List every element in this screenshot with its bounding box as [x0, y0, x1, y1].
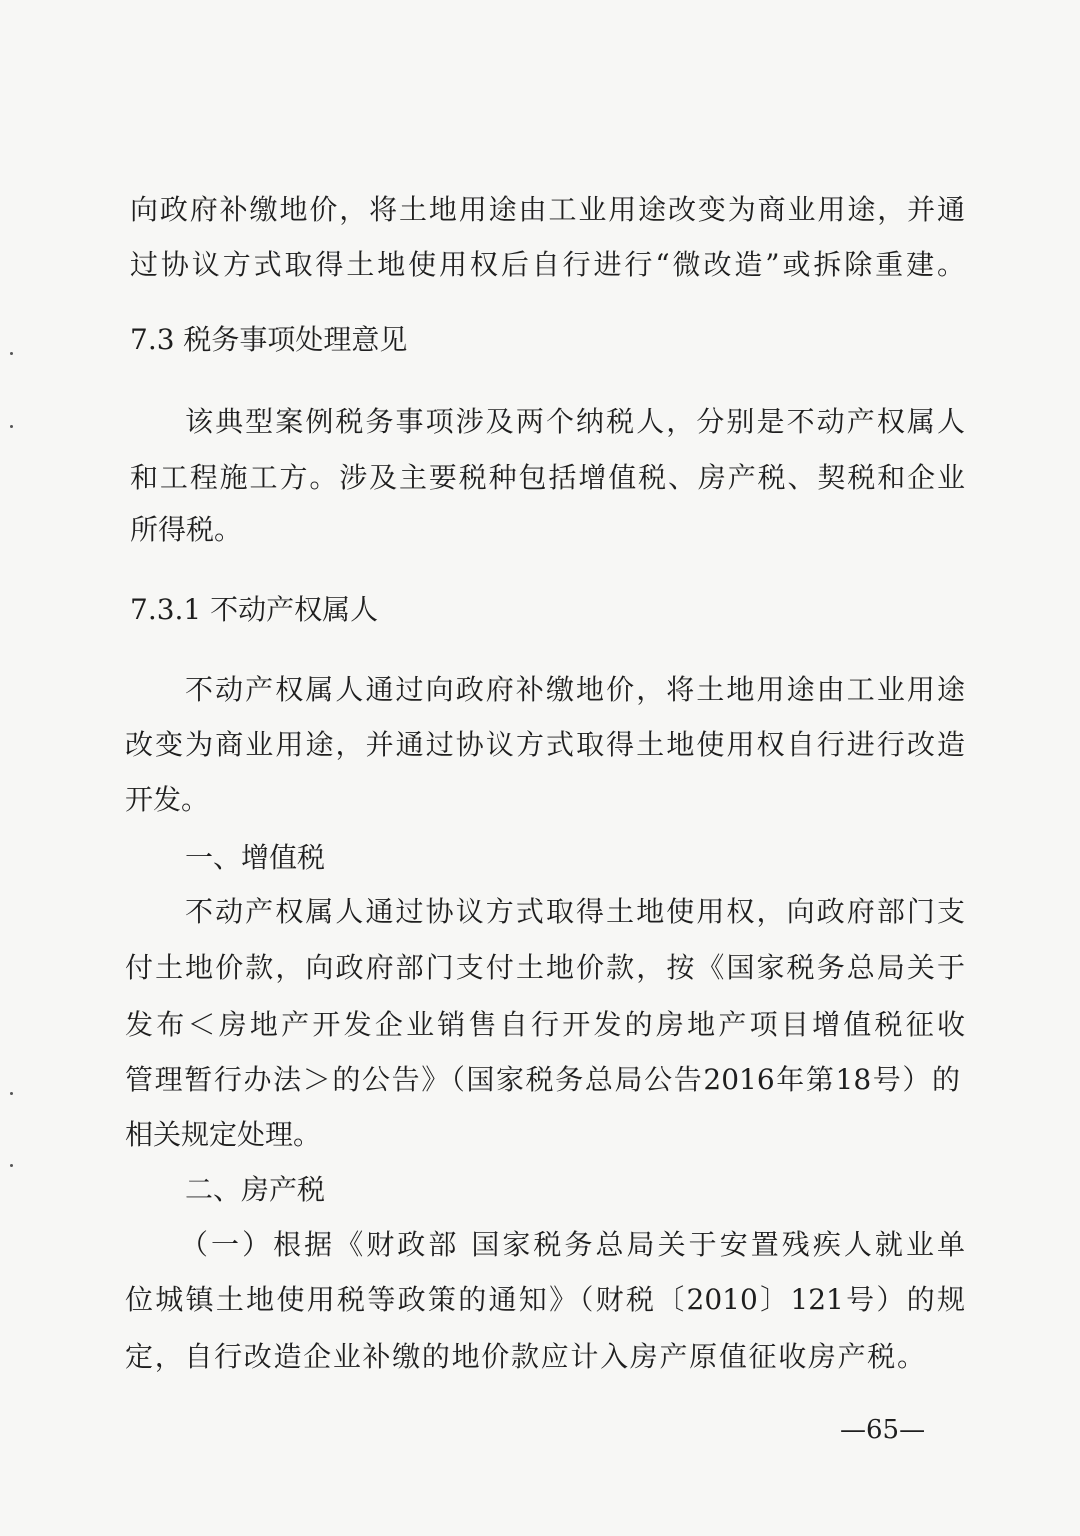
body-text-line: 开发。 — [125, 783, 210, 816]
scan-speck — [10, 352, 13, 355]
body-text-line: 位城镇土地使用税等政策的通知》（财税〔2010〕121号）的规 — [125, 1283, 965, 1316]
body-text-line: 该典型案例税务事项涉及两个纳税人，分别是不动产权属人 — [185, 405, 965, 438]
scan-speck — [10, 1164, 13, 1167]
section-heading: 7.3 税务事项处理意见 — [130, 323, 408, 356]
body-text-line: 和工程施工方。涉及主要税种包括增值税、房产税、契税和企业 — [130, 461, 965, 494]
body-text-line: 相关规定处理。 — [125, 1118, 322, 1151]
subsection-heading: 7.3.1 不动产权属人 — [130, 593, 379, 626]
body-text-line: 付土地价款，向政府部门支付土地价款，按《国家税务总局关于 — [125, 951, 965, 984]
body-text-line: 管理暂行办法＞的公告》（国家税务总局公告2016年第18号）的 — [125, 1063, 960, 1096]
body-text-line: 所得税。 — [130, 513, 243, 546]
body-text-line: 向政府补缴地价，将土地用途由工业用途改变为商业用途，并通 — [130, 193, 965, 226]
body-text-line: 不动产权属人通过向政府补缴地价，将土地用途由工业用途 — [185, 673, 965, 706]
body-text-line: 过协议方式取得土地使用权后自行进行“微改造”或拆除重建。 — [130, 248, 965, 281]
body-text-line: （一）根据《财政部 国家税务总局关于安置残疾人就业单 — [180, 1228, 965, 1261]
page-number: —65— — [840, 1415, 926, 1445]
scan-speck — [10, 425, 13, 428]
body-text-line: 改变为商业用途，并通过协议方式取得土地使用权自行进行改造 — [125, 728, 965, 761]
body-text-line: 不动产权属人通过协议方式取得土地使用权，向政府部门支 — [185, 895, 965, 928]
scan-speck — [10, 1092, 13, 1095]
body-text-line: 定，自行改造企业补缴的地价款应计入房产原值征收房产税。 — [125, 1340, 925, 1373]
body-text-line: 发布＜房地产开发企业销售自行开发的房地产项目增值税征收 — [125, 1008, 965, 1041]
item-heading: 一、增值税 — [185, 841, 326, 874]
item-heading: 二、房产税 — [185, 1173, 326, 1206]
